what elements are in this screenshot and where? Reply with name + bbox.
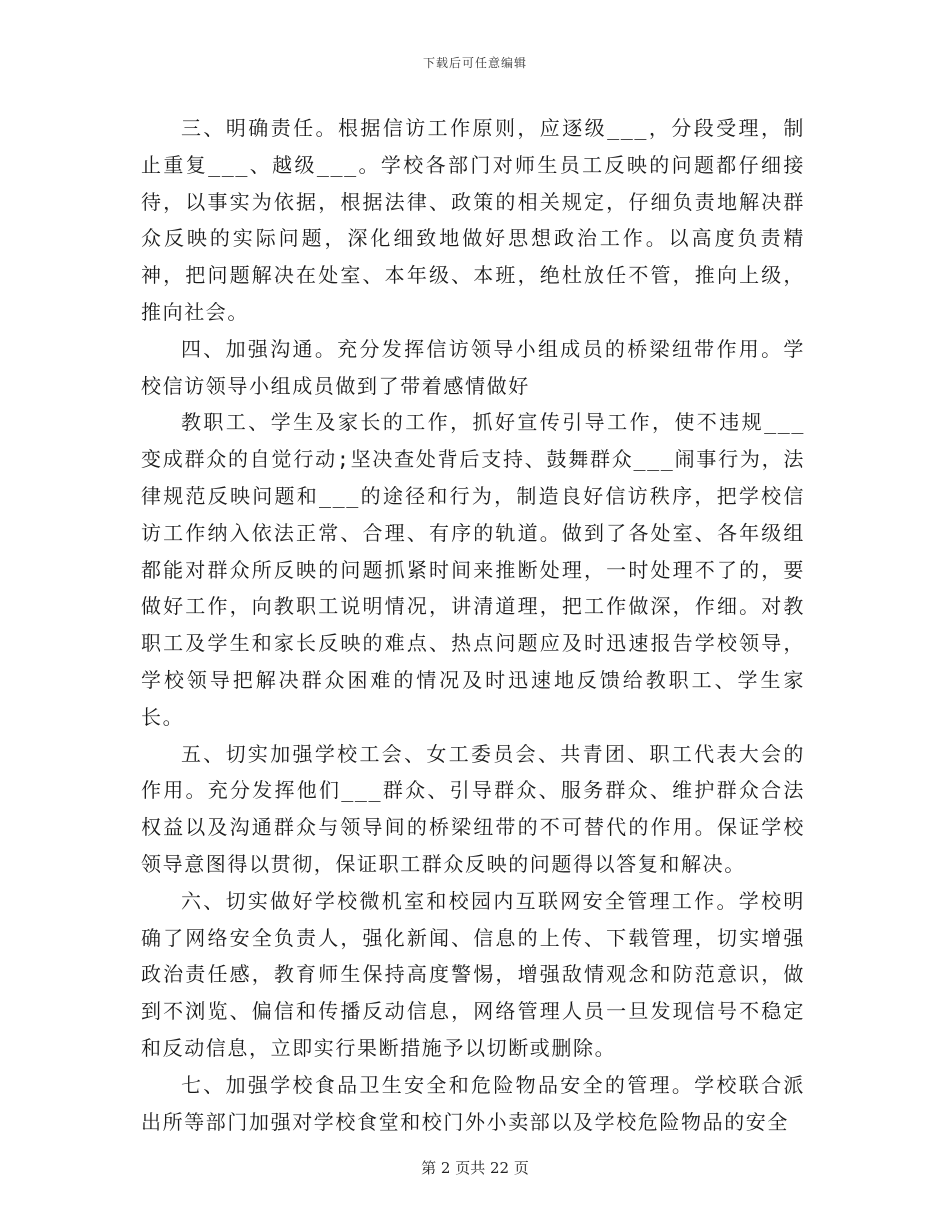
document-body: [141, 110, 805, 1140]
paragraph-network-security: 六、切实做好学校微机室和校园内互联网安全管理工作。学校明确了网络安全负责人，强化新闻、信息的上传、下载管理，切实增强政治责任感，教育师生保持高度警惕，增强敌情观念和防范意识，做到不浏览、偏信和传播反动信息，网络管理人员一旦发现信号不稳定和反动信息，立即实行果断措施予以切断或删除。: [141, 888, 805, 1060]
paragraph-food-safety: 七、加强学校食品卫生安全和危险物品安全的管理。学校联合派出所等部门加强对学校食堂和校门外小卖部以及学校危险物品的安全: [141, 1072, 805, 1134]
paragraph-staff-work: 教职工、学生及家长的工作，抓好宣传引导工作，使不违规___变成群众的自觉行动;坚决查处背后支持、鼓舞群众___闹事行为，法律规范反映问题和___的途径和行为，制造良好信访秩序，把学校信访工作纳入依法正常、合理、有序的轨道。做到了各处室、各年级组都能对群众所反映的问题抓紧时间来推断处理，一时处理不了的，要做好工作，向教职工说明情况，讲清道理，把工作做深，作细。对教职工及学生和家长反映的难点、热点问题应及时迅速报告学校领导，学校领导把解决群众困难的情况及时迅速地反馈给教职工、学生家长。: [141, 410, 805, 729]
paragraph-responsibility: 三、明确责任。根据信访工作原则，应逐级___，分段受理，制止重复___、越级___。学校各部门对师生员工反映的问题都仔细接待，以事实为依据，根据法律、政策的相关规定，仔细负责地解决群众反映的实际问题，深化细致地做好思想政治工作。以高度负责精神，把问题解决在处室、本年级、本班，绝杜放任不管，推向上级，推向社会。: [141, 116, 805, 324]
page-footer: 第 2 页共 22 页: [421, 1159, 529, 1177]
paragraph-union-role: 五、切实加强学校工会、女工委员会、共青团、职工代表大会的作用。充分发挥他们___群众、引导群众、服务群众、维护群众合法权益以及沟通群众与领导间的桥梁纽带的不可替代的作用。保证学校领导意图得以贯彻，保证职工群众反映的问题得以答复和解决。: [141, 741, 805, 876]
page-header: 下载后可任意编辑: [422, 56, 527, 70]
paragraph-communication: 四、加强沟通。充分发挥信访领导小组成员的桥梁纽带作用。学校信访领导小组成员做到了带着感情做好: [141, 336, 805, 398]
